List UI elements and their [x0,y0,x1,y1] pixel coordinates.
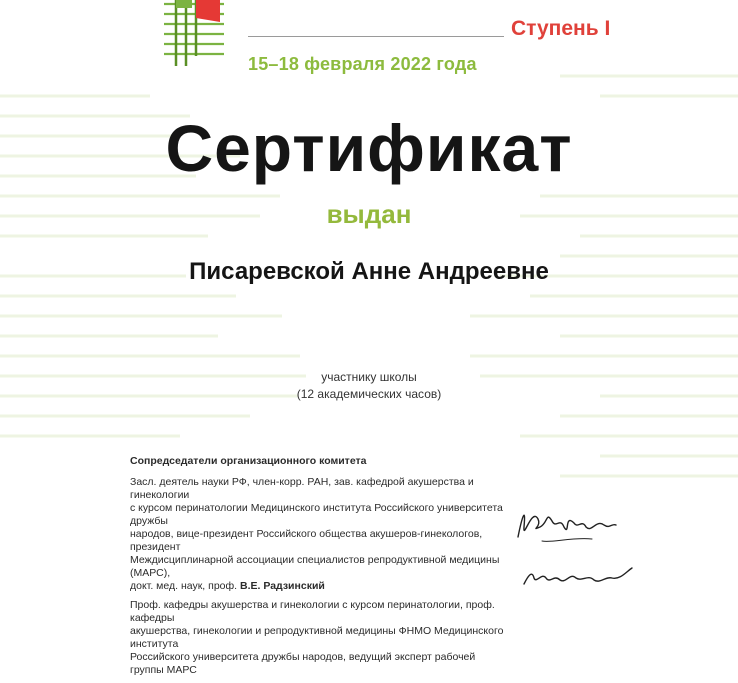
academic-hours: (12 академических часов) [296,387,442,401]
recipient-name: Писаревской Анне Андреевне [189,258,549,285]
music-notes-logo-icon [162,0,226,68]
signature-radzinsky-icon [512,497,622,549]
participant-info [0,369,738,403]
committee-member-2 [130,599,510,677]
committee-member-1 [130,476,510,593]
member1-name: В.Е. Радзинский [240,580,325,592]
participant-role: участнику школы [321,370,417,384]
member1-degree: докт. мед. наук, проф. [130,580,238,592]
member1-line: с курсом перинатологии Медицинского института Российского университета дружбы [130,502,503,527]
member1-line: Междисциплинарной ассоциации специалистов репродуктивной медицины (МАРС), [130,554,500,579]
committee-block [130,455,510,683]
member2-line: Проф. кафедры акушерства и гинекологии с курсом перинатологии, проф. кафедры [130,599,495,624]
committee-heading: Сопредседатели организационного комитета [130,455,367,467]
member1-line: народов, вице-президент Российского общества акушеров-гинекологов, президент [130,528,483,553]
member1-line: Засл. деятель науки РФ, член-корр. РАН, зав. кафедрой акушерства и гинекологии [130,476,474,501]
stage-label: Ступень I [511,17,611,40]
signature-second-icon [520,566,638,585]
issued-label: выдан [326,199,412,229]
member2-line: Российского университета дружбы народов, ведущий эксперт рабочей группы МАРС [130,651,476,676]
certificate-title: Сертификат [165,111,573,185]
header-rule [248,36,504,37]
member2-line: акушерства, гинекологии и репродуктивной медицины ФНМО Медицинского института [130,625,504,650]
event-dates: 15–18 февраля 2022 года [248,54,477,74]
